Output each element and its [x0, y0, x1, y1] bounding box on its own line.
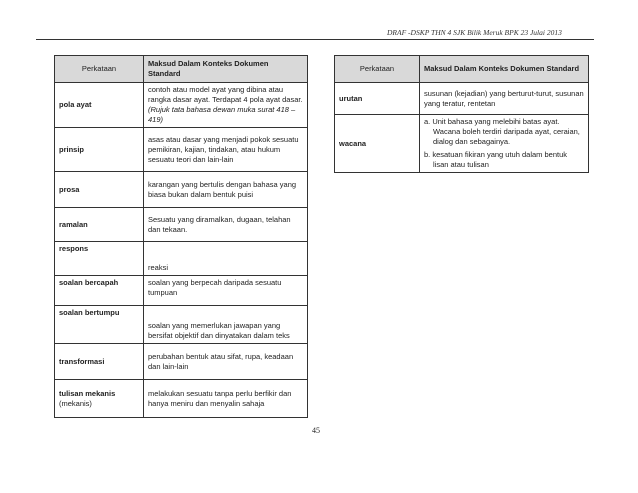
table-row: [55, 128, 308, 172]
term-cell: soalan bercapah: [55, 276, 144, 306]
table-row: [55, 208, 308, 242]
term-cell: soalan bertumpu: [55, 306, 144, 344]
table-row: [55, 276, 308, 306]
term-cell: pola ayat: [55, 83, 144, 128]
table-row: [55, 83, 308, 128]
meaning-note: (Rujuk tata bahasa dewan muka surat 418 – 419): [148, 105, 296, 124]
header-rule: [36, 39, 594, 40]
meaning-cell: asas atau dasar yang menjadi pokok sesuatu pemikiran, kajian, tindakan, atau hukum sesuatu teori dan lain-lain: [144, 128, 308, 172]
column-header-meaning: Maksud Dalam Konteks Dokumen Standard: [420, 56, 589, 83]
term-cell: transformasi: [55, 344, 144, 380]
table-row: [55, 344, 308, 380]
term-cell: wacana: [335, 115, 420, 173]
meaning-cell: soalan yang memerlukan jawapan yang bersifat objektif dan dinyatakan dalam teks: [144, 306, 308, 344]
meaning-cell: melakukan sesuatu tanpa perlu berfikir dan hanya meniru dan menyalin sahaja: [144, 380, 308, 418]
table-row: [335, 115, 589, 173]
glossary-table-right: [334, 55, 589, 173]
meaning-cell: perubahan bentuk atau sifat, rupa, keadaan dan lain-lain: [144, 344, 308, 380]
meaning-cell: susunan (kejadian) yang berturut-turut, susunan yang teratur, rentetan: [420, 83, 589, 115]
page-number: 45: [312, 426, 320, 435]
table-row: [55, 306, 308, 344]
meaning-cell: [144, 83, 308, 128]
meaning-cell: [420, 115, 589, 173]
term-cell: prosa: [55, 172, 144, 208]
meaning-cell: karangan yang bertulis dengan bahasa yang biasa bukan dalam bentuk puisi: [144, 172, 308, 208]
document-header: DRAF -DSKP THN 4 SJK Bilik Meruk BPK 23 Julai 2013: [387, 28, 562, 37]
table-row: [55, 172, 308, 208]
term-subtext: (mekanis): [59, 398, 92, 408]
term-cell: [55, 380, 144, 418]
term-cell: respons: [55, 242, 144, 276]
meaning-item-a: a. Unit bahasa yang melebihi batas ayat. Wacana boleh terdiri daripada ayat, ceraian, dialog dan sebagainya.: [424, 117, 580, 146]
glossary-table-left: [54, 55, 308, 418]
column-header-term: Perkataan: [335, 56, 420, 83]
table-row: [55, 380, 308, 418]
meaning-cell: reaksi: [144, 242, 308, 276]
table-row: [335, 83, 589, 115]
term-cell: prinsip: [55, 128, 144, 172]
column-header-term: Perkataan: [55, 56, 144, 83]
meaning-cell: Sesuatu yang diramalkan, dugaan, telahan dan tekaan.: [144, 208, 308, 242]
column-header-meaning: Maksud Dalam Konteks Dokumen Standard: [144, 56, 308, 83]
meaning-cell: soalan yang berpecah daripada sesuatu tumpuan: [144, 276, 308, 306]
meaning-item-b: b. kesatuan fikiran yang utuh dalam bentuk lisan atau tulisan: [424, 150, 568, 169]
meaning-text: contoh atau model ayat yang dibina atau rangka dasar ayat. Terdapat 4 pola ayat dasar.: [148, 85, 303, 104]
table-row: [55, 242, 308, 276]
term-cell: urutan: [335, 83, 420, 115]
term-text: tulisan mekanis: [59, 388, 116, 398]
term-cell: ramalan: [55, 208, 144, 242]
